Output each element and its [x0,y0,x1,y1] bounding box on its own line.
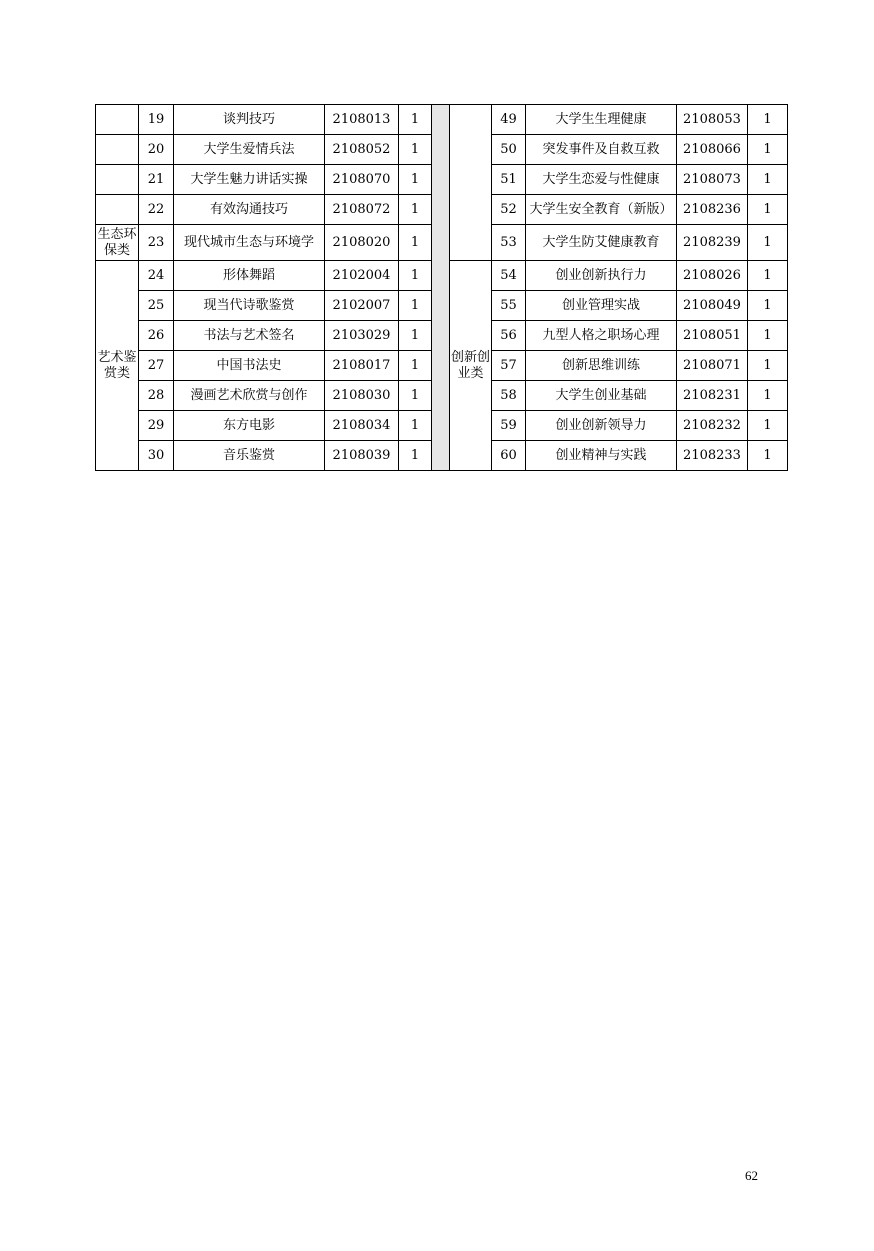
course-code: 2108233 [677,441,748,471]
course-credit: 1 [399,225,432,261]
category-cell-blank [96,195,139,225]
course-number: 53 [492,225,526,261]
course-name: 形体舞蹈 [174,261,325,291]
course-credit: 1 [748,225,788,261]
course-credit: 1 [748,261,788,291]
course-code: 2108066 [677,135,748,165]
course-credit: 1 [399,381,432,411]
course-number: 56 [492,321,526,351]
course-credit: 1 [748,165,788,195]
course-code: 2108070 [325,165,399,195]
course-code: 2102007 [325,291,399,321]
category-art: 艺术鉴赏类 [96,261,139,471]
course-number: 24 [139,261,174,291]
course-code: 2108072 [325,195,399,225]
course-credit: 1 [399,165,432,195]
course-credit: 1 [399,351,432,381]
course-code: 2108017 [325,351,399,381]
course-code: 2108013 [325,105,399,135]
course-number: 50 [492,135,526,165]
course-name: 九型人格之职场心理 [526,321,677,351]
course-credit: 1 [399,411,432,441]
course-name: 大学生爱情兵法 [174,135,325,165]
course-number: 21 [139,165,174,195]
category-innov: 创新创业类 [450,261,492,471]
course-credit: 1 [399,441,432,471]
course-credit: 1 [748,321,788,351]
course-code: 2108232 [677,411,748,441]
course-code: 2108053 [677,105,748,135]
course-number: 22 [139,195,174,225]
course-name: 创业创新执行力 [526,261,677,291]
course-name: 漫画艺术欣赏与创作 [174,381,325,411]
page-number: 62 [745,1168,758,1183]
course-code: 2102004 [325,261,399,291]
course-name: 有效沟通技巧 [174,195,325,225]
course-name: 现代城市生态与环境学 [174,225,325,261]
course-credit: 1 [748,351,788,381]
course-name: 东方电影 [174,411,325,441]
course-credit: 1 [748,195,788,225]
category-cell-blank [450,105,492,261]
course-code: 2108236 [677,195,748,225]
column-separator [432,105,450,471]
course-number: 25 [139,291,174,321]
course-number: 60 [492,441,526,471]
course-number: 23 [139,225,174,261]
course-name: 大学生防艾健康教育 [526,225,677,261]
course-name: 大学生恋爱与性健康 [526,165,677,195]
course-code: 2108020 [325,225,399,261]
course-credit: 1 [399,261,432,291]
course-number: 54 [492,261,526,291]
table-row [96,105,788,135]
course-credit: 1 [748,411,788,441]
course-name: 创业精神与实践 [526,441,677,471]
course-name: 书法与艺术签名 [174,321,325,351]
course-credit: 1 [748,441,788,471]
category-eco: 生态环保类 [96,225,139,261]
course-code: 2108034 [325,411,399,441]
course-credit: 1 [748,381,788,411]
course-name: 创业管理实战 [526,291,677,321]
course-number: 28 [139,381,174,411]
category-cell-blank [96,105,139,135]
course-number: 49 [492,105,526,135]
category-cell-blank [96,165,139,195]
course-credit: 1 [399,321,432,351]
course-name: 大学生生理健康 [526,105,677,135]
course-name: 大学生安全教育（新版） [526,195,677,225]
course-number: 55 [492,291,526,321]
course-number: 57 [492,351,526,381]
course-code: 2108049 [677,291,748,321]
category-cell-blank [96,135,139,165]
course-number: 27 [139,351,174,381]
course-code: 2108052 [325,135,399,165]
course-credit: 1 [399,291,432,321]
course-number: 51 [492,165,526,195]
course-code: 2108071 [677,351,748,381]
course-name: 现当代诗歌鉴赏 [174,291,325,321]
course-number: 30 [139,441,174,471]
course-name: 创新思维训练 [526,351,677,381]
course-code: 2108030 [325,381,399,411]
course-name: 突发事件及自救互救 [526,135,677,165]
course-number: 19 [139,105,174,135]
course-table [95,104,788,471]
course-name: 中国书法史 [174,351,325,381]
course-name: 大学生创业基础 [526,381,677,411]
course-number: 59 [492,411,526,441]
course-number: 58 [492,381,526,411]
course-code: 2108026 [677,261,748,291]
course-name: 谈判技巧 [174,105,325,135]
course-credit: 1 [748,105,788,135]
course-number: 26 [139,321,174,351]
course-code: 2108231 [677,381,748,411]
course-number: 52 [492,195,526,225]
course-credit: 1 [399,195,432,225]
course-code: 2108039 [325,441,399,471]
course-code: 2103029 [325,321,399,351]
course-number: 20 [139,135,174,165]
course-credit: 1 [399,135,432,165]
course-number: 29 [139,411,174,441]
course-credit: 1 [748,135,788,165]
course-name: 创业创新领导力 [526,411,677,441]
course-name: 大学生魅力讲话实操 [174,165,325,195]
course-name: 音乐鉴赏 [174,441,325,471]
course-code: 2108239 [677,225,748,261]
course-code: 2108051 [677,321,748,351]
course-code: 2108073 [677,165,748,195]
course-credit: 1 [399,105,432,135]
course-credit: 1 [748,291,788,321]
